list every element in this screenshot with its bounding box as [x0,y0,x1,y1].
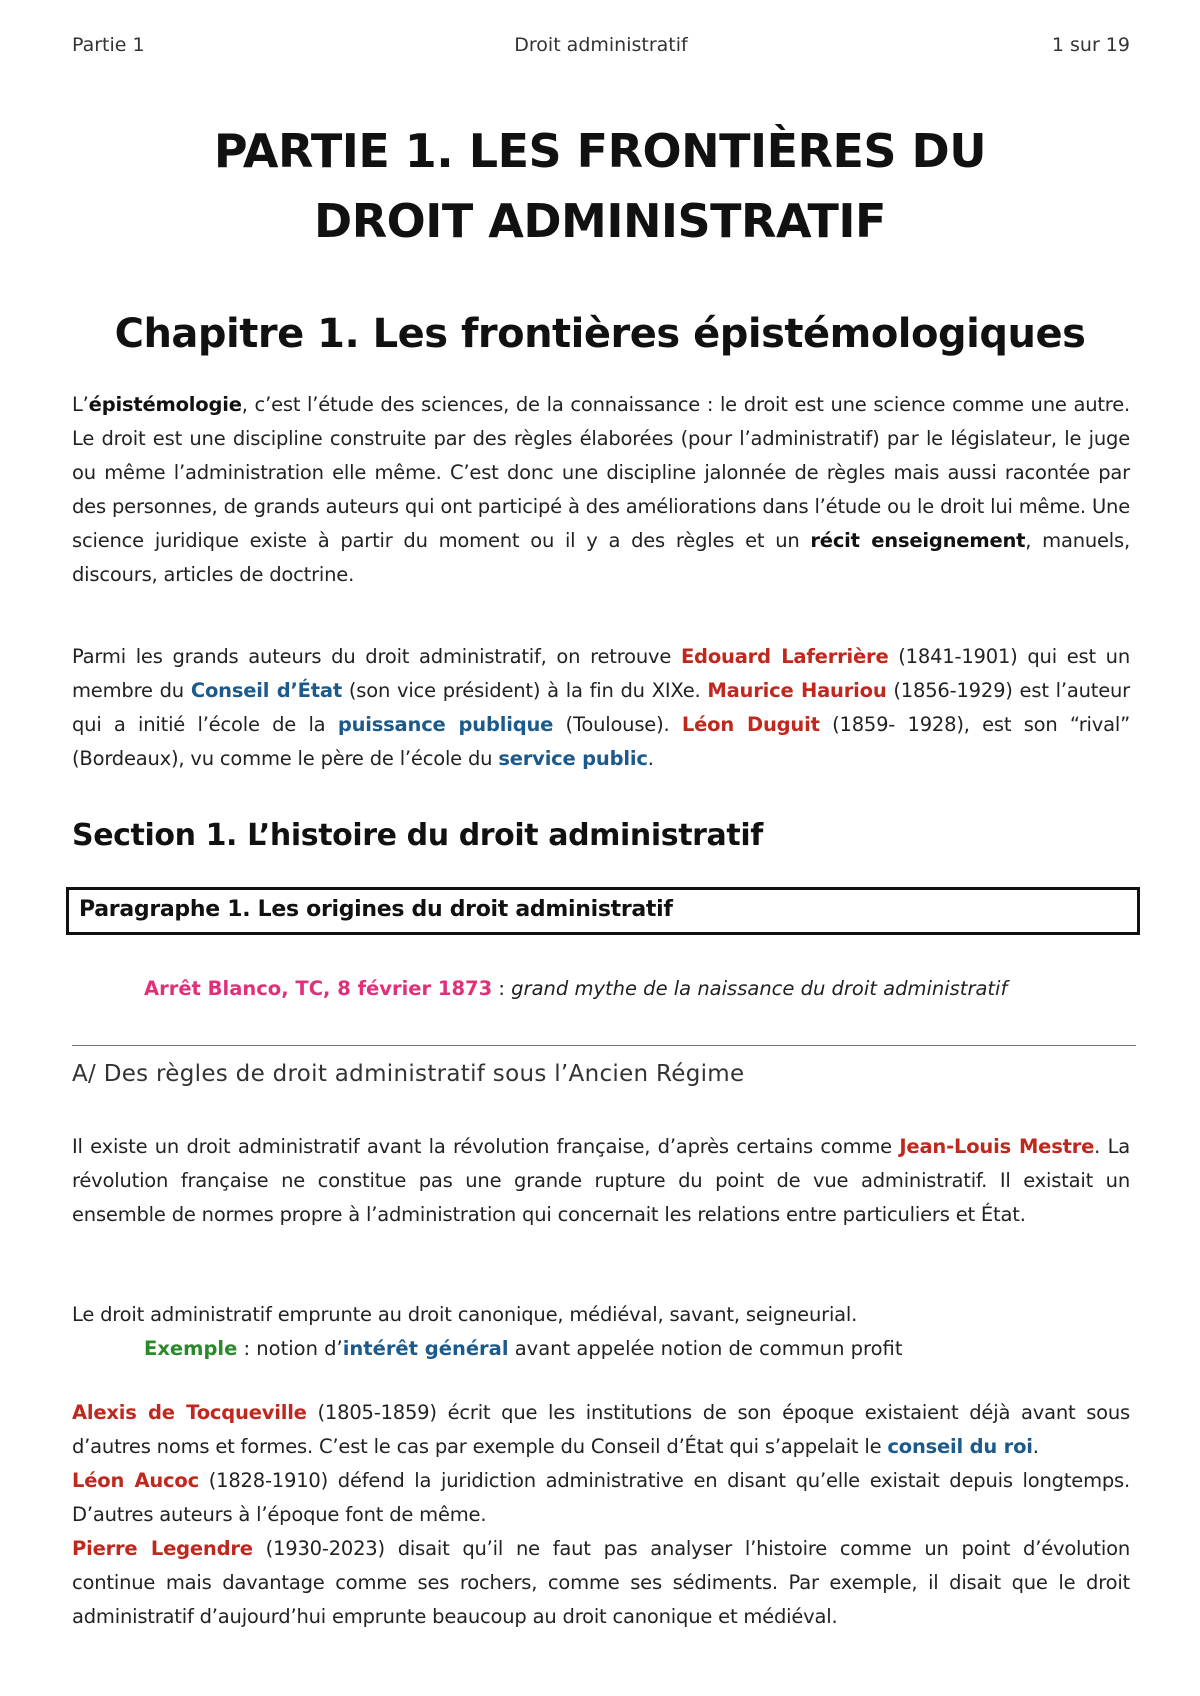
example-label: Exemple [144,1337,238,1360]
example-text-1: : notion d’ [237,1337,343,1360]
author-mestre: Jean-Louis Mestre [899,1135,1095,1158]
authors-text-1: Parmi les grands auteurs du droit administratif, on retrouve [72,645,681,668]
intro-text-2: , c’est l’étude des sciences, de la connaissance : le droit est une science comme une autre. Le droit est une discipline construite par des règles élaborées (pour l’administratif) par le législateur, le juge ou même l’administration elle même. C’est donc une discipline jalonnée de règles mais aussi racontée par des personnes, de grands auteurs qui ont participé à des améliorations dans l’étude ou le droit lui même. Une science juridique existe à partir du moment ou il y a des règles et un [72,393,1130,552]
arret-blanco-description: grand mythe de la naissance du droit administratif [511,977,1008,1000]
legendre-paragraph [72,1532,1130,1634]
header-document-title: Droit administratif [514,34,688,56]
header-part-label: Partie 1 [72,34,145,56]
example-text-2: avant appelée notion de commun profit [508,1337,903,1360]
term-interet-general: intérêt général [342,1337,509,1360]
part-title [0,116,1200,256]
authors-text-7: . [647,747,654,770]
page-header [72,34,1130,64]
aucoc-text-1: (1828-1910) défend la juridiction administrative en disant qu’elle existait depuis longtemps. D’autres auteurs à l’époque font de même. [72,1469,1130,1526]
part-title-line-2: DROIT ADMINISTRATIF [314,194,886,248]
intro-text-1: L’ [72,393,89,416]
ancien-text-1: Il existe un droit administratif avant la révolution française, d’après certains comme [72,1135,900,1158]
example-line [144,1332,902,1366]
term-service-public: service public [498,747,648,770]
tocqueville-text-1: (1805-1859) écrit que les institutions de son époque existaient déjà avant sous d’autres noms et formes. C’est le cas par exemple du Conseil d’État qui s’appelait le [72,1401,1131,1458]
author-aucoc: Léon Aucoc [72,1469,199,1492]
author-laferriere: Edouard Laferrière [680,645,889,668]
authors-text-3: (son vice président) à la fin du XIXe. [341,679,708,702]
horizontal-divider [72,1045,1136,1046]
authors-text-2: (1841-1901) qui est un membre du [72,645,1130,702]
term-conseil-du-roi: conseil du roi [887,1435,1033,1458]
intro-text-3: , manuels, discours, articles de doctrine. [72,529,1130,586]
authors-text-5: (Toulouse). [553,713,682,736]
legendre-text-1: (1930-2023) disait qu’il ne faut pas analyser l’histoire comme un point d’évolution continue mais davantage comme ses rochers, comme ses sédiments. Par exemple, il disait que le droit administratif d’aujourd’hui emprunte beaucoup au droit canonique et médiéval. [72,1537,1130,1628]
author-hauriou: Maurice Hauriou [707,679,887,702]
term-epistemologie: épistémologie [88,393,242,416]
ancien-regime-paragraph [72,1130,1130,1232]
term-conseil-etat: Conseil d’État [190,679,342,702]
term-recit-enseignement: récit enseignement [810,529,1026,552]
chapter-title: Chapitre 1. Les frontières épistémologiques [114,311,1086,357]
emprunte-paragraph: Le droit administratif emprunte au droit canonique, médiéval, savant, seigneurial. [72,1303,858,1326]
ancien-text-2: . La révolution française ne constitue pas une grande rupture du point de vue administratif. Il existait un ensemble de normes propre à l’administration qui concernait les relations entre particuliers et État. [72,1135,1130,1226]
paragraph-heading-box [66,887,1140,935]
authors-text-6: (1859- 1928), est son “rival” (Bordeaux), vu comme le père de l’école du [72,713,1130,770]
tocqueville-text-2: . [1032,1435,1039,1458]
part-title-line-1: PARTIE 1. LES FRONTIÈRES DU [213,124,987,178]
paragraph-heading: Paragraphe 1. Les origines du droit administratif [79,897,673,922]
tocqueville-paragraph [72,1396,1130,1464]
arret-blanco-line [144,972,1007,1006]
section-title: Section 1. L’histoire du droit administratif [72,818,763,853]
arret-separator: : [492,977,512,1000]
author-legendre: Pierre Legendre [72,1537,253,1560]
header-page-number: 1 sur 19 [1051,34,1130,56]
authors-text-4: (1856-1929) est l’auteur qui a initié l’école de la [72,679,1130,736]
term-puissance-publique: puissance publique [337,713,554,736]
authors-paragraph [72,640,1130,776]
arret-blanco-reference: Arrêt Blanco, TC, 8 février 1873 [144,977,493,1000]
aucoc-paragraph [72,1464,1130,1532]
intro-paragraph [72,388,1130,592]
author-tocqueville: Alexis de Tocqueville [72,1401,307,1424]
subsection-title: A/ Des règles de droit administratif sous l’Ancien Régime [72,1061,745,1087]
author-duguit: Léon Duguit [681,713,820,736]
